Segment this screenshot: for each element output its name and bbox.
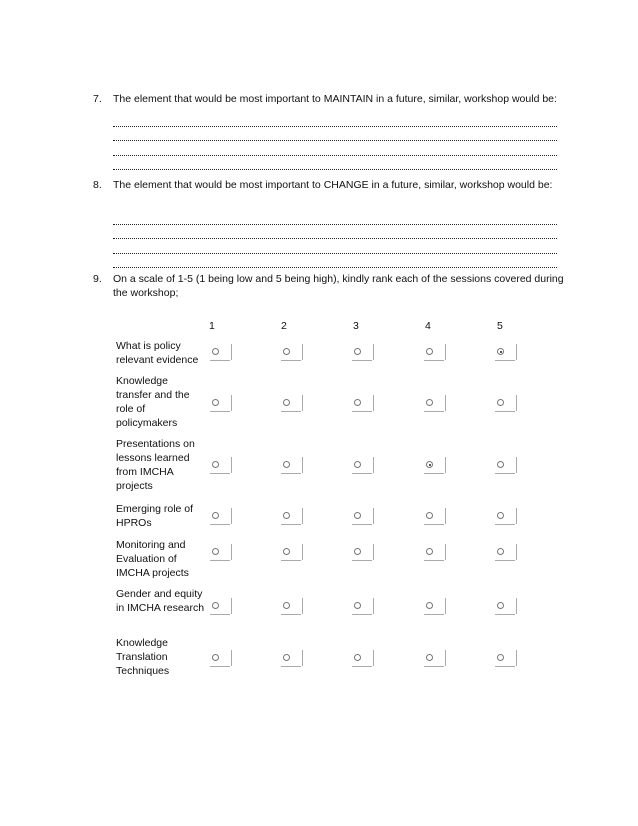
answer-line[interactable] xyxy=(113,238,557,241)
field-edge xyxy=(495,411,515,412)
field-edge xyxy=(516,598,517,614)
field-edge xyxy=(302,650,303,666)
field-edge xyxy=(495,614,515,615)
field-edge xyxy=(516,395,517,411)
rating-radio-5[interactable] xyxy=(497,512,504,519)
scale-label-3: 3 xyxy=(353,320,359,332)
scale-label-5: 5 xyxy=(497,320,503,332)
field-edge xyxy=(495,560,515,561)
scale-label-1: 1 xyxy=(209,320,215,332)
field-edge xyxy=(302,344,303,360)
field-edge xyxy=(281,360,301,361)
field-edge xyxy=(231,598,232,614)
field-edge xyxy=(231,544,232,560)
rating-radio-2[interactable] xyxy=(283,602,290,609)
field-edge xyxy=(352,666,372,667)
field-edge xyxy=(516,544,517,560)
field-edge xyxy=(302,598,303,614)
rating-radio-4[interactable] xyxy=(426,548,433,555)
rating-radio-3[interactable] xyxy=(354,399,361,406)
rating-radio-2[interactable] xyxy=(283,654,290,661)
rating-radio-4[interactable] xyxy=(426,602,433,609)
field-edge xyxy=(373,508,374,524)
answer-line[interactable] xyxy=(113,224,557,227)
answer-line[interactable] xyxy=(113,169,557,172)
field-edge xyxy=(516,344,517,360)
field-edge xyxy=(424,473,444,474)
field-edge xyxy=(424,524,444,525)
field-edge xyxy=(424,360,444,361)
rating-radio-4[interactable] xyxy=(426,399,433,406)
rating-radio-5[interactable] xyxy=(497,654,504,661)
rating-radio-5[interactable] xyxy=(497,399,504,406)
rating-radio-1[interactable] xyxy=(212,602,219,609)
field-edge xyxy=(281,411,301,412)
question-number: 9. xyxy=(93,273,102,285)
rating-radio-2[interactable] xyxy=(283,512,290,519)
field-edge xyxy=(210,473,230,474)
field-edge xyxy=(495,666,515,667)
rating-radio-3[interactable] xyxy=(354,654,361,661)
field-edge xyxy=(352,614,372,615)
rating-radio-1[interactable] xyxy=(212,399,219,406)
field-edge xyxy=(445,508,446,524)
rating-radio-1[interactable] xyxy=(212,461,219,468)
rating-radio-5[interactable] xyxy=(497,602,504,609)
field-edge xyxy=(210,560,230,561)
field-edge xyxy=(373,395,374,411)
rating-radio-4[interactable] xyxy=(426,512,433,519)
question-number: 8. xyxy=(93,179,102,191)
field-edge xyxy=(281,560,301,561)
field-edge xyxy=(302,508,303,524)
rating-radio-1[interactable] xyxy=(212,654,219,661)
field-edge xyxy=(373,344,374,360)
field-edge xyxy=(352,360,372,361)
field-edge xyxy=(231,508,232,524)
question-number: 7. xyxy=(93,93,102,105)
rating-radio-5[interactable] xyxy=(497,348,504,355)
field-edge xyxy=(281,614,301,615)
field-edge xyxy=(281,524,301,525)
field-edge xyxy=(373,457,374,473)
rating-radio-4[interactable] xyxy=(426,461,433,468)
field-edge xyxy=(373,650,374,666)
field-edge xyxy=(445,457,446,473)
rating-radio-4[interactable] xyxy=(426,654,433,661)
field-edge xyxy=(495,524,515,525)
field-edge xyxy=(210,360,230,361)
question-text: The element that would be most important to MAINTAIN in a future, similar, workshop would be: xyxy=(113,93,557,105)
session-label: Monitoring and Evaluation of IMCHA projects xyxy=(116,539,189,579)
field-edge xyxy=(231,457,232,473)
rating-radio-2[interactable] xyxy=(283,548,290,555)
answer-line[interactable] xyxy=(113,126,557,129)
session-label: Knowledge Translation Techniques xyxy=(116,637,170,677)
answer-line[interactable] xyxy=(113,267,557,270)
rating-radio-3[interactable] xyxy=(354,461,361,468)
field-edge xyxy=(302,544,303,560)
rating-radio-3[interactable] xyxy=(354,602,361,609)
answer-line[interactable] xyxy=(113,140,557,143)
field-edge xyxy=(373,544,374,560)
scale-label-2: 2 xyxy=(281,320,287,332)
session-label: Knowledge transfer and the role of policymakers xyxy=(116,375,190,429)
field-edge xyxy=(210,411,230,412)
answer-line[interactable] xyxy=(113,155,557,158)
field-edge xyxy=(302,395,303,411)
field-edge xyxy=(231,344,232,360)
field-edge xyxy=(352,524,372,525)
field-edge xyxy=(373,598,374,614)
rating-radio-5[interactable] xyxy=(497,461,504,468)
field-edge xyxy=(445,395,446,411)
field-edge xyxy=(424,666,444,667)
rating-radio-3[interactable] xyxy=(354,548,361,555)
rating-radio-1[interactable] xyxy=(212,348,219,355)
rating-radio-1[interactable] xyxy=(212,512,219,519)
field-edge xyxy=(352,473,372,474)
field-edge xyxy=(210,524,230,525)
rating-radio-4[interactable] xyxy=(426,348,433,355)
field-edge xyxy=(445,544,446,560)
field-edge xyxy=(516,457,517,473)
rating-radio-3[interactable] xyxy=(354,512,361,519)
rating-radio-3[interactable] xyxy=(354,348,361,355)
session-label: What is policy relevant evidence xyxy=(116,340,199,366)
field-edge xyxy=(445,344,446,360)
field-edge xyxy=(210,614,230,615)
rating-radio-5[interactable] xyxy=(497,548,504,555)
field-edge xyxy=(424,560,444,561)
field-edge xyxy=(302,457,303,473)
rating-radio-2[interactable] xyxy=(283,348,290,355)
question-text: The element that would be most important to CHANGE in a future, similar, workshop would be: xyxy=(113,179,553,191)
field-edge xyxy=(352,411,372,412)
rating-radio-2[interactable] xyxy=(283,461,290,468)
rating-radio-1[interactable] xyxy=(212,548,219,555)
field-edge xyxy=(445,650,446,666)
field-edge xyxy=(424,411,444,412)
session-label: Emerging role of HPROs xyxy=(116,503,194,529)
field-edge xyxy=(516,508,517,524)
field-edge xyxy=(495,473,515,474)
field-edge xyxy=(231,650,232,666)
rating-radio-2[interactable] xyxy=(283,399,290,406)
field-edge xyxy=(424,614,444,615)
field-edge xyxy=(281,666,301,667)
field-edge xyxy=(495,360,515,361)
question-text: On a scale of 1-5 (1 being low and 5 being high), kindly rank each of the sessions covered during the workshop; xyxy=(113,273,564,299)
field-edge xyxy=(231,395,232,411)
field-edge xyxy=(352,560,372,561)
field-edge xyxy=(210,666,230,667)
field-edge xyxy=(516,650,517,666)
field-edge xyxy=(281,473,301,474)
session-label: Presentations on lessons learned from IMCHA projects xyxy=(116,438,195,492)
session-label: Gender and equity in IMCHA research xyxy=(116,588,205,614)
answer-line[interactable] xyxy=(113,253,557,256)
scale-label-4: 4 xyxy=(425,320,431,332)
field-edge xyxy=(445,598,446,614)
